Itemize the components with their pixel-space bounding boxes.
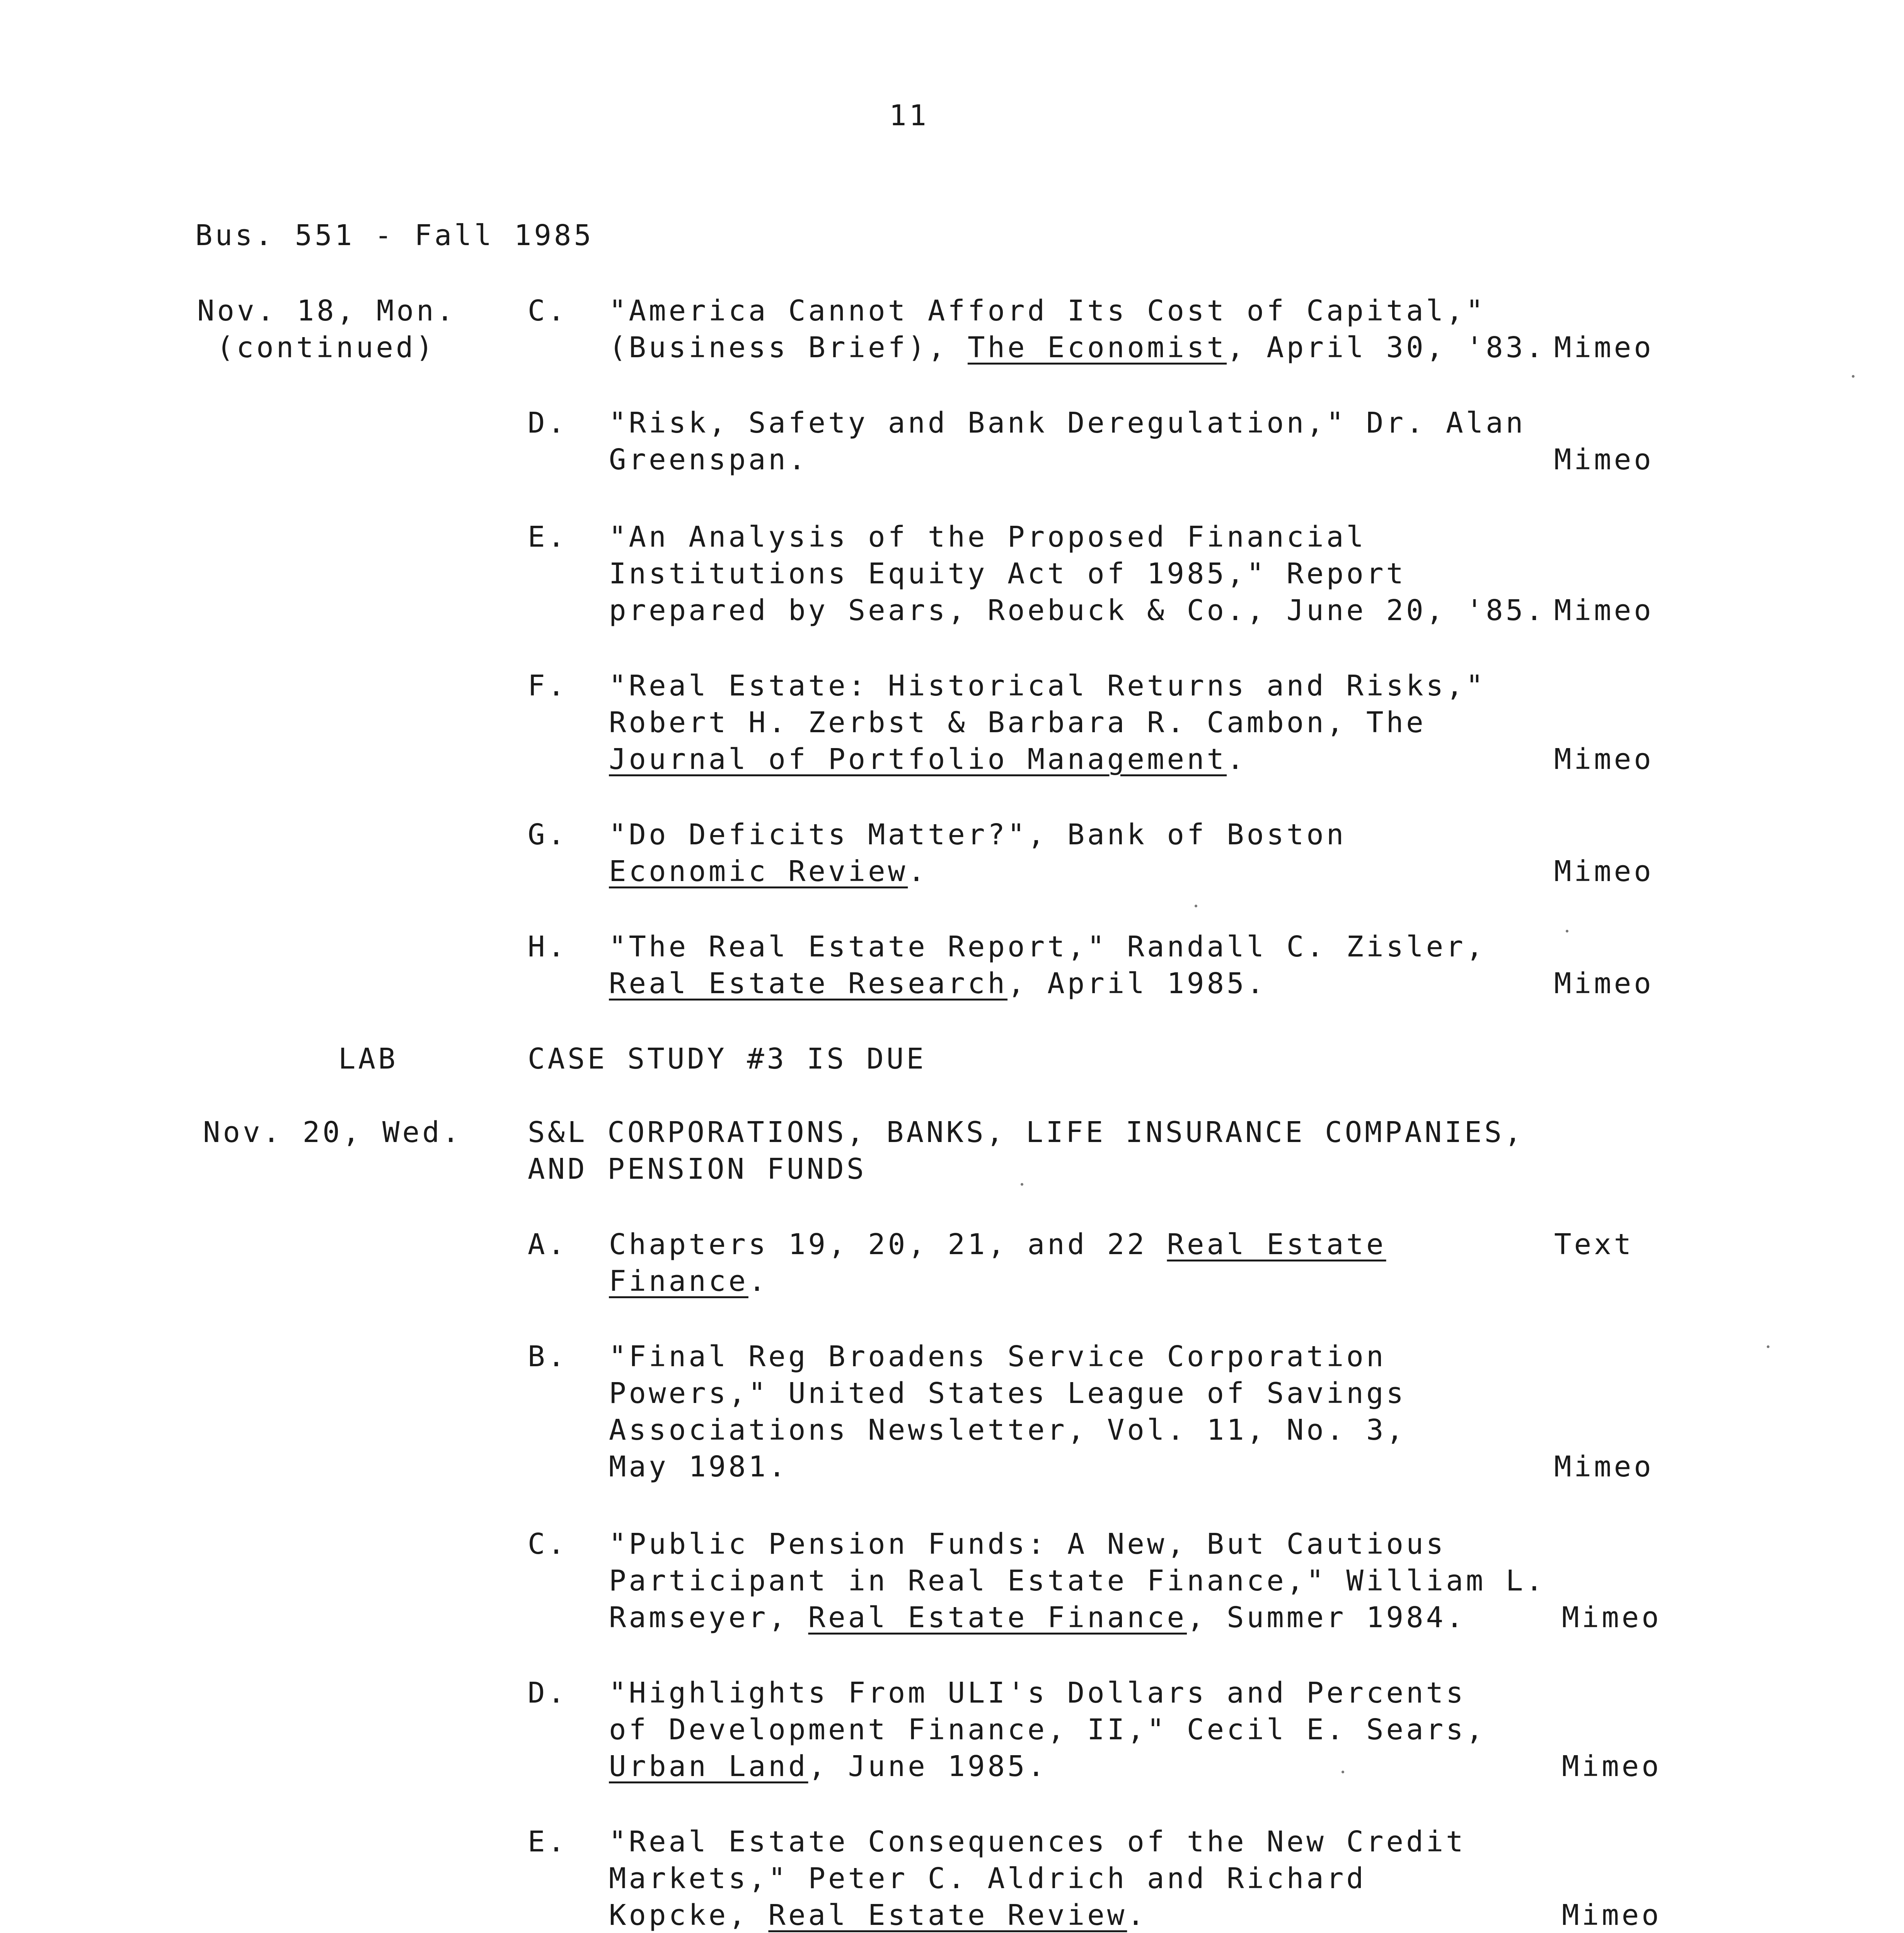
item-letter: C. [528, 294, 568, 327]
item-source: Mimeo [1554, 967, 1654, 1000]
publication-title: Journal of Portfolio Management [609, 743, 1227, 776]
scan-speck [1767, 1345, 1769, 1348]
scan-speck [1341, 1771, 1344, 1773]
item-line: Chapters 19, 20, 21, and 22 Real Estate [609, 1228, 1386, 1261]
item-line: Institutions Equity Act of 1985," Report [609, 557, 1406, 590]
item-letter: G. [528, 818, 568, 851]
item-letter: D. [528, 1676, 568, 1710]
publication-title: Urban Land [609, 1750, 808, 1783]
item-line: Participant in Real Estate Finance," William L. [609, 1564, 1546, 1597]
course-header: Bus. 551 - Fall 1985 [195, 219, 594, 252]
item-source: Mimeo [1562, 1899, 1662, 1932]
publication-title: Economic Review [609, 855, 908, 888]
item-line: Ramseyer, Real Estate Finance, Summer 1984. [609, 1601, 1466, 1634]
publication-title: Real Estate Finance [808, 1601, 1187, 1634]
scan-speck [1566, 930, 1568, 932]
item-source: Mimeo [1562, 1750, 1662, 1783]
item-line: Associations Newsletter, Vol. 11, No. 3, [609, 1413, 1406, 1447]
item-line: "Real Estate: Historical Returns and Risks," [609, 669, 1486, 702]
item-line: Urban Land, June 1985. [609, 1750, 1048, 1783]
session-topic: AND PENSION FUNDS [528, 1152, 867, 1186]
item-line: Journal of Portfolio Management. [609, 743, 1247, 776]
item-letter: F. [528, 669, 568, 702]
page-number: 11 [889, 99, 929, 132]
item-line: "America Cannot Afford Its Cost of Capital," [609, 294, 1486, 327]
item-source: Mimeo [1554, 443, 1654, 476]
item-line: Kopcke, Real Estate Review. [609, 1899, 1147, 1932]
lab-label: LAB [338, 1042, 398, 1076]
item-letter: E. [528, 520, 568, 554]
item-line: Robert H. Zerbst & Barbara R. Cambon, The [609, 706, 1426, 739]
publication-title: Finance [609, 1265, 748, 1298]
item-line: Markets," Peter C. Aldrich and Richard [609, 1862, 1366, 1895]
item-line: (Business Brief), The Economist, April 30, '83. [609, 331, 1546, 364]
item-source: Mimeo [1562, 1601, 1662, 1634]
publication-title: Real Estate Review [768, 1899, 1127, 1932]
item-line: "Real Estate Consequences of the New Credit [609, 1825, 1466, 1858]
item-source: Text [1554, 1228, 1634, 1261]
item-line: May 1981. [609, 1450, 788, 1483]
item-letter: E. [528, 1825, 568, 1858]
publication-title: Real Estate Research [609, 967, 1008, 1000]
item-line: Finance. [609, 1265, 769, 1298]
item-line: "The Real Estate Report," Randall C. Zisler, [609, 930, 1486, 963]
session-note: (continued) [216, 331, 436, 364]
item-letter: B. [528, 1340, 568, 1373]
item-line: "Risk, Safety and Bank Deregulation," Dr. Alan [609, 406, 1526, 440]
item-source: Mimeo [1554, 1450, 1654, 1483]
lab-text: CASE STUDY #3 IS DUE [528, 1042, 927, 1076]
scan-speck [1852, 375, 1855, 378]
item-line: "Do Deficits Matter?", Bank of Boston [609, 818, 1347, 851]
publication-title: Real Estate [1167, 1228, 1386, 1261]
item-line: "Highlights From ULI's Dollars and Percents [609, 1676, 1466, 1710]
item-line: Powers," United States League of Savings [609, 1377, 1406, 1410]
item-source: Mimeo [1554, 594, 1654, 627]
item-line: Real Estate Research, April 1985. [609, 967, 1267, 1000]
session-date: Nov. 18, Mon. [197, 294, 457, 327]
item-source: Mimeo [1554, 855, 1654, 888]
item-letter: H. [528, 930, 568, 963]
item-source: Mimeo [1554, 331, 1654, 364]
publication-title: The Economist [967, 331, 1227, 364]
item-line: Greenspan. [609, 443, 808, 476]
scan-speck [1021, 1183, 1023, 1186]
item-line: "An Analysis of the Proposed Financial [609, 520, 1366, 554]
session-date: Nov. 20, Wed. [203, 1116, 462, 1149]
item-line: prepared by Sears, Roebuck & Co., June 20, '85. [609, 594, 1546, 627]
item-line: Economic Review. [609, 855, 928, 888]
item-letter: C. [528, 1527, 568, 1561]
item-line: "Public Pension Funds: A New, But Cautious [609, 1527, 1446, 1561]
item-line: of Development Finance, II," Cecil E. Sears, [609, 1713, 1486, 1746]
item-letter: D. [528, 406, 568, 440]
item-source: Mimeo [1554, 743, 1654, 776]
session-topic: S&L CORPORATIONS, BANKS, LIFE INSURANCE COMPANIES, [528, 1116, 1524, 1149]
item-letter: A. [528, 1228, 568, 1261]
item-line: "Final Reg Broadens Service Corporation [609, 1340, 1386, 1373]
scan-speck [1195, 905, 1197, 907]
